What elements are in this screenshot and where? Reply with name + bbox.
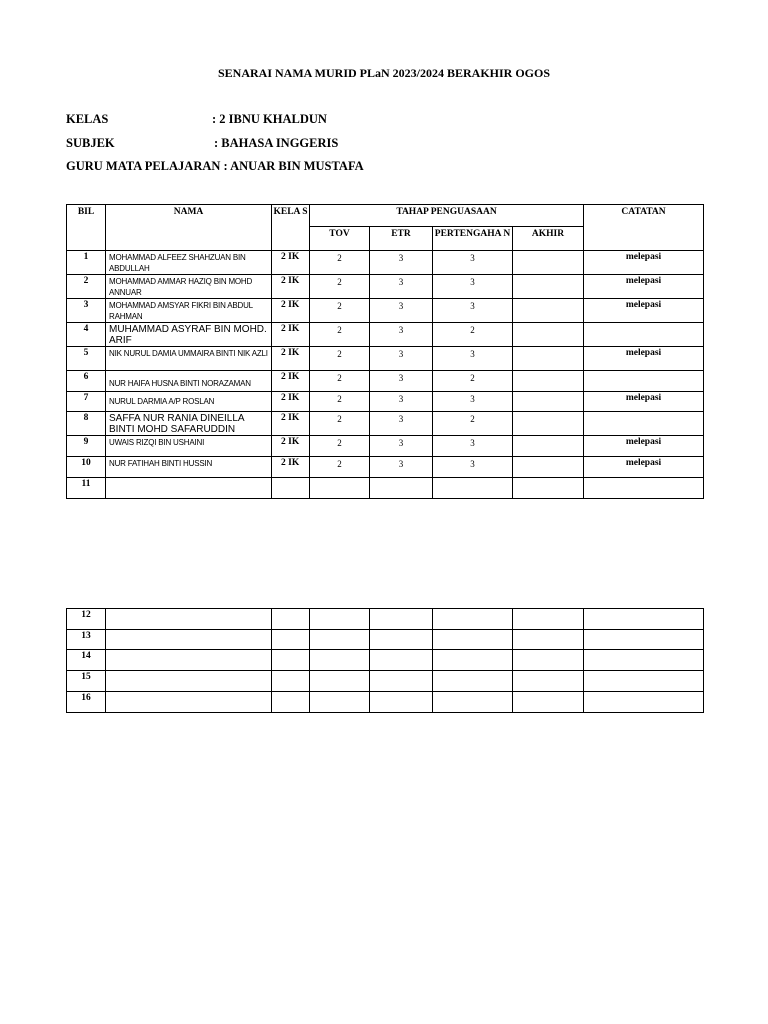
cell-tov: 2: [310, 412, 370, 436]
cell-bil: 5: [67, 347, 106, 371]
table-row: [67, 436, 704, 457]
cell-kelas: 2 IK: [272, 457, 310, 478]
table-row: [67, 630, 704, 650]
cell-kelas: [272, 630, 310, 650]
cell-etr: [370, 478, 433, 499]
cell-kelas: 2 IK: [272, 275, 310, 299]
cell-etr: 3: [370, 323, 433, 347]
cell-kelas: 2 IK: [272, 371, 310, 392]
document-title: SENARAI NAMA MURID PLaN 2023/2024 BERAKHIR OGOS: [217, 66, 551, 80]
cell-bil: 6: [67, 371, 106, 392]
cell-catatan: melepasi: [584, 457, 704, 478]
kelas-value: : 2 IBNU KHALDUN: [212, 112, 327, 126]
table-row: [67, 347, 704, 371]
cell-nama: MOHAMMAD AMSYAR FIKRI BIN ABDUL RAHMAN: [106, 299, 272, 323]
cell-pertengahan: [433, 650, 513, 671]
cell-pertengahan: [433, 478, 513, 499]
cell-akhir: [513, 299, 584, 323]
table-row: [67, 371, 704, 392]
subjek-label: SUBJEK: [66, 136, 115, 150]
cell-etr: [370, 630, 433, 650]
cell-bil: 2: [67, 275, 106, 299]
cell-kelas: 2 IK: [272, 299, 310, 323]
cell-akhir: [513, 650, 584, 671]
kelas-label: KELAS: [66, 112, 109, 126]
cell-akhir: [513, 436, 584, 457]
cell-nama: NUR FATIHAH BINTI HUSSIN: [106, 457, 272, 478]
cell-etr: [370, 650, 433, 671]
cell-etr: 3: [370, 412, 433, 436]
cell-akhir: [513, 275, 584, 299]
cell-bil: 7: [67, 392, 106, 412]
cell-pertengahan: 2: [433, 412, 513, 436]
cell-catatan: [584, 630, 704, 650]
cell-catatan: melepasi: [584, 251, 704, 275]
cell-tov: [310, 630, 370, 650]
cell-tov: 2: [310, 392, 370, 412]
cell-akhir: [513, 692, 584, 713]
cell-nama: NURUL DARMIA A/P ROSLAN: [106, 392, 272, 412]
cell-catatan: [584, 323, 704, 347]
cell-catatan: [584, 478, 704, 499]
cell-kelas: 2 IK: [272, 412, 310, 436]
cell-nama: NIK NURUL DAMIA UMMAIRA BINTI NIK AZLI: [106, 347, 272, 371]
cell-etr: [370, 671, 433, 692]
cell-tov: 2: [310, 275, 370, 299]
cell-catatan: [584, 650, 704, 671]
cell-akhir: [513, 671, 584, 692]
cell-tov: [310, 650, 370, 671]
header-akhir: AKHIR: [513, 227, 584, 251]
cell-tov: [310, 692, 370, 713]
table-row: [67, 323, 704, 347]
cell-bil: 15: [67, 671, 106, 692]
cell-catatan: melepasi: [584, 299, 704, 323]
cell-catatan: melepasi: [584, 392, 704, 412]
table-row: [67, 609, 704, 630]
cell-pertengahan: 2: [433, 323, 513, 347]
header-tahap-penguasaan: TAHAP PENGUASAAN: [310, 205, 584, 227]
cell-etr: 3: [370, 371, 433, 392]
cell-nama: NUR HAIFA HUSNA BINTI NORAZAMAN: [106, 371, 272, 392]
cell-bil: 8: [67, 412, 106, 436]
cell-tov: [310, 609, 370, 630]
cell-bil: 16: [67, 692, 106, 713]
cell-catatan: [584, 692, 704, 713]
table-row: [67, 692, 704, 713]
header-catatan: CATATAN: [584, 205, 704, 251]
cell-nama: MUHAMMAD ASYRAF BIN MOHD. ARIF: [106, 323, 272, 347]
cell-catatan: melepasi: [584, 275, 704, 299]
cell-kelas: [272, 478, 310, 499]
cell-kelas: 2 IK: [272, 323, 310, 347]
cell-pertengahan: [433, 630, 513, 650]
cell-pertengahan: [433, 609, 513, 630]
cell-pertengahan: 3: [433, 275, 513, 299]
table-row: [67, 478, 704, 499]
cell-nama: SAFFA NUR RANIA DINEILLA BINTI MOHD SAFARUDDIN: [106, 412, 272, 436]
cell-etr: 3: [370, 436, 433, 457]
cell-bil: 12: [67, 609, 106, 630]
cell-pertengahan: 3: [433, 436, 513, 457]
cell-akhir: [513, 609, 584, 630]
cell-nama: [106, 671, 272, 692]
cell-catatan: [584, 412, 704, 436]
cell-akhir: [513, 323, 584, 347]
cell-nama: MOHAMMAD AMMAR HAZIQ BIN MOHD ANNUAR: [106, 275, 272, 299]
cell-akhir: [513, 630, 584, 650]
cell-bil: 9: [67, 436, 106, 457]
cell-tov: 2: [310, 371, 370, 392]
table-row: [67, 251, 704, 275]
cell-pertengahan: 3: [433, 299, 513, 323]
cell-akhir: [513, 371, 584, 392]
cell-tov: 2: [310, 436, 370, 457]
cell-tov: 2: [310, 299, 370, 323]
cell-akhir: [513, 347, 584, 371]
cell-akhir: [513, 457, 584, 478]
cell-nama: UWAIS RIZQI BIN USHAINI: [106, 436, 272, 457]
cell-etr: 3: [370, 347, 433, 371]
header-bil: BIL: [67, 205, 106, 251]
student-table-continued: [66, 608, 704, 713]
cell-kelas: [272, 609, 310, 630]
cell-akhir: [513, 412, 584, 436]
cell-bil: 11: [67, 478, 106, 499]
cell-pertengahan: 2: [433, 371, 513, 392]
table-row: [67, 275, 704, 299]
table-row: [67, 299, 704, 323]
cell-catatan: [584, 671, 704, 692]
cell-etr: 3: [370, 299, 433, 323]
cell-catatan: [584, 371, 704, 392]
cell-tov: [310, 671, 370, 692]
subjek-value: : BAHASA INGGERIS: [214, 136, 339, 150]
cell-akhir: [513, 478, 584, 499]
cell-kelas: 2 IK: [272, 392, 310, 412]
cell-nama: [106, 478, 272, 499]
cell-akhir: [513, 251, 584, 275]
cell-pertengahan: 3: [433, 347, 513, 371]
cell-pertengahan: 3: [433, 251, 513, 275]
kelas-line: [66, 112, 327, 127]
cell-catatan: melepasi: [584, 347, 704, 371]
cell-kelas: [272, 671, 310, 692]
cell-tov: [310, 478, 370, 499]
cell-bil: 1: [67, 251, 106, 275]
cell-tov: 2: [310, 251, 370, 275]
cell-bil: 10: [67, 457, 106, 478]
cell-tov: 2: [310, 457, 370, 478]
cell-bil: 4: [67, 323, 106, 347]
student-table: [66, 204, 704, 499]
cell-catatan: [584, 609, 704, 630]
cell-kelas: [272, 650, 310, 671]
table-row: [67, 650, 704, 671]
cell-etr: 3: [370, 392, 433, 412]
cell-bil: 14: [67, 650, 106, 671]
guru-line: [66, 159, 364, 174]
cell-pertengahan: 3: [433, 457, 513, 478]
cell-tov: 2: [310, 323, 370, 347]
cell-pertengahan: [433, 692, 513, 713]
header-nama: NAMA: [106, 205, 272, 251]
cell-kelas: [272, 692, 310, 713]
cell-nama: [106, 630, 272, 650]
header-etr: ETR: [370, 227, 433, 251]
subjek-line: [66, 136, 339, 151]
cell-nama: [106, 692, 272, 713]
cell-bil: 13: [67, 630, 106, 650]
cell-kelas: 2 IK: [272, 347, 310, 371]
guru-label: GURU MATA PELAJARAN : ANUAR BIN MUSTAFA: [66, 159, 364, 173]
table-row: [67, 412, 704, 436]
cell-pertengahan: 3: [433, 392, 513, 412]
cell-etr: [370, 692, 433, 713]
cell-etr: 3: [370, 457, 433, 478]
cell-tov: 2: [310, 347, 370, 371]
cell-nama: [106, 650, 272, 671]
table-row: [67, 457, 704, 478]
table-row: [67, 392, 704, 412]
cell-catatan: melepasi: [584, 436, 704, 457]
cell-nama: [106, 609, 272, 630]
header-kelas: KELA S: [272, 205, 310, 251]
cell-nama: MOHAMMAD ALFEEZ SHAHZUAN BIN ABDULLAH: [106, 251, 272, 275]
cell-etr: 3: [370, 251, 433, 275]
header-tov: TOV: [310, 227, 370, 251]
cell-etr: [370, 609, 433, 630]
header-pertengahan: PERTENGAHA N: [433, 227, 513, 251]
table-row: [67, 671, 704, 692]
cell-kelas: 2 IK: [272, 436, 310, 457]
cell-etr: 3: [370, 275, 433, 299]
cell-pertengahan: [433, 671, 513, 692]
cell-akhir: [513, 392, 584, 412]
cell-bil: 3: [67, 299, 106, 323]
cell-kelas: 2 IK: [272, 251, 310, 275]
